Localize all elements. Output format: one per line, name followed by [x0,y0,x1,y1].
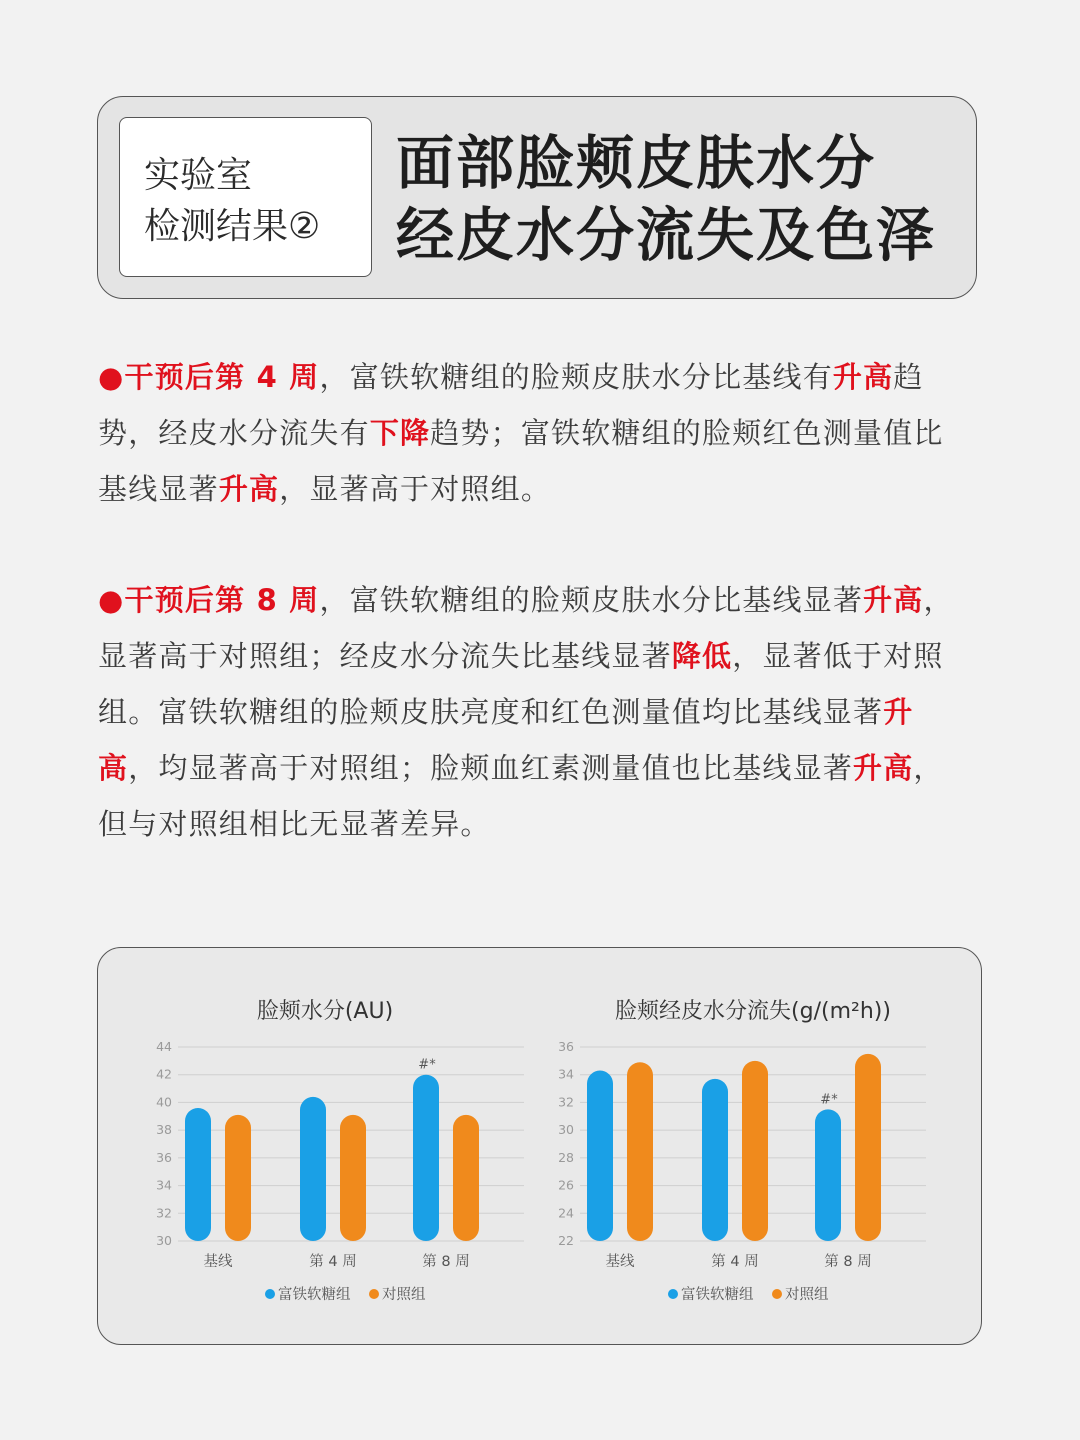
y-tick-label: 44 [156,1039,172,1054]
bar-control [453,1115,479,1241]
body-text: 基线显著 [98,472,219,506]
bar-iron-gummy [185,1108,211,1241]
y-tick-label: 32 [558,1094,574,1110]
page-title [396,127,936,271]
para-line [98,349,988,405]
week8-paragraph [98,572,988,852]
para-line [98,461,988,517]
y-tick-label: 36 [558,1039,574,1054]
x-tick-label: 第 4 周 [309,1254,357,1270]
legend-dot-iron-gummy [265,1289,275,1299]
para-line [98,628,988,684]
highlight-text: 升高 [853,751,914,785]
week4-paragraph [98,349,988,517]
body-text: 显著高于对照组；经皮水分流失比基线显著 [98,639,672,673]
bullet-dot: ● [98,360,125,394]
charts-panel [97,947,982,1345]
y-tick-label: 24 [558,1205,574,1221]
para-line [98,740,988,796]
legend-dot-control [369,1289,379,1299]
body-text: ， [923,583,954,617]
highlight-text: 干预后第 4 周 [124,360,320,394]
y-tick-label: 28 [558,1149,574,1165]
x-tick-label: 第 4 周 [711,1254,759,1270]
bar-iron-gummy [702,1079,728,1241]
para-line [98,405,988,461]
legend-label: 富铁软糖组 [681,1287,754,1303]
body-text: ，富铁软糖组的脸颊皮肤水分比基线有 [319,360,833,394]
x-tick-label: 第 8 周 [824,1254,872,1270]
chart-title: 脸颊经皮水分流失(g/(m²h)) [615,999,891,1024]
bar-control [855,1054,881,1241]
y-tick-label: 40 [156,1094,172,1110]
significance-label: #* [820,1092,838,1108]
bullet-dot: ● [98,583,125,617]
title-line-2: 经皮水分流失及色泽 [396,201,937,269]
highlight-text: 高 [98,751,129,785]
para-line [98,684,988,740]
highlight-text: 干预后第 8 周 [124,583,320,617]
body-text: ， [913,751,944,785]
chart-title: 脸颊水分(AU) [256,999,394,1024]
legend-label: 富铁软糖组 [278,1287,351,1303]
legend-dot-control [772,1289,782,1299]
x-tick-label: 第 8 周 [422,1254,470,1270]
y-tick-label: 30 [558,1122,574,1138]
y-tick-label: 26 [558,1177,574,1193]
y-tick-label: 38 [156,1122,172,1138]
badge-line-2: 检测结果② [144,206,321,247]
y-tick-label: 36 [156,1149,172,1165]
highlight-text: 下降 [369,416,431,450]
bar-iron-gummy [413,1075,439,1241]
highlight-text: 升高 [863,583,924,617]
para-line [98,572,988,628]
title-line-1: 面部脸颊皮肤水分 [396,129,877,197]
body-text: 趋 [893,360,924,394]
y-tick-label: 32 [156,1205,172,1221]
y-tick-label: 34 [558,1066,574,1082]
charts-svg [98,948,983,1346]
bar-control [225,1115,251,1241]
bar-control [340,1115,366,1241]
badge-line-1: 实验室 [144,155,253,196]
para-line [98,796,988,852]
significance-label: #* [418,1057,436,1073]
body-text: 趋势；富铁软糖组的脸颊红色测量值比 [430,416,944,450]
y-tick-label: 30 [156,1233,172,1248]
highlight-text: 升高 [832,360,894,394]
body-text: 势，经皮水分流失有 [98,416,370,450]
y-tick-label: 34 [156,1177,172,1193]
body-text: 但与对照组相比无显著差异。 [98,807,491,841]
y-tick-label: 22 [558,1233,574,1248]
body-text: ，显著低于对照 [732,639,944,673]
lab-result-badge [119,117,372,277]
legend-label: 对照组 [785,1287,829,1303]
body-text: 组。富铁软糖组的脸颊皮肤亮度和红色测量值均比基线显著 [98,695,884,729]
body-text: ，均显著高于对照组；脸颊血红素测量值也比基线显著 [128,751,854,785]
legend-dot-iron-gummy [668,1289,678,1299]
bar-iron-gummy [587,1071,613,1241]
header-box [97,96,977,299]
highlight-text: 升高 [218,472,280,506]
bar-control [627,1062,653,1241]
body-text: ，显著高于对照组。 [279,472,552,506]
x-tick-label: 基线 [203,1254,233,1270]
body-text: ，富铁软糖组的脸颊皮肤水分比基线显著 [319,583,864,617]
bar-iron-gummy [300,1097,326,1241]
x-tick-label: 基线 [605,1254,635,1270]
bar-control [742,1061,768,1241]
legend-label: 对照组 [382,1287,426,1303]
highlight-text: 降低 [671,639,733,673]
bar-iron-gummy [815,1109,841,1241]
y-tick-label: 42 [156,1066,172,1082]
highlight-text: 升 [883,695,914,729]
